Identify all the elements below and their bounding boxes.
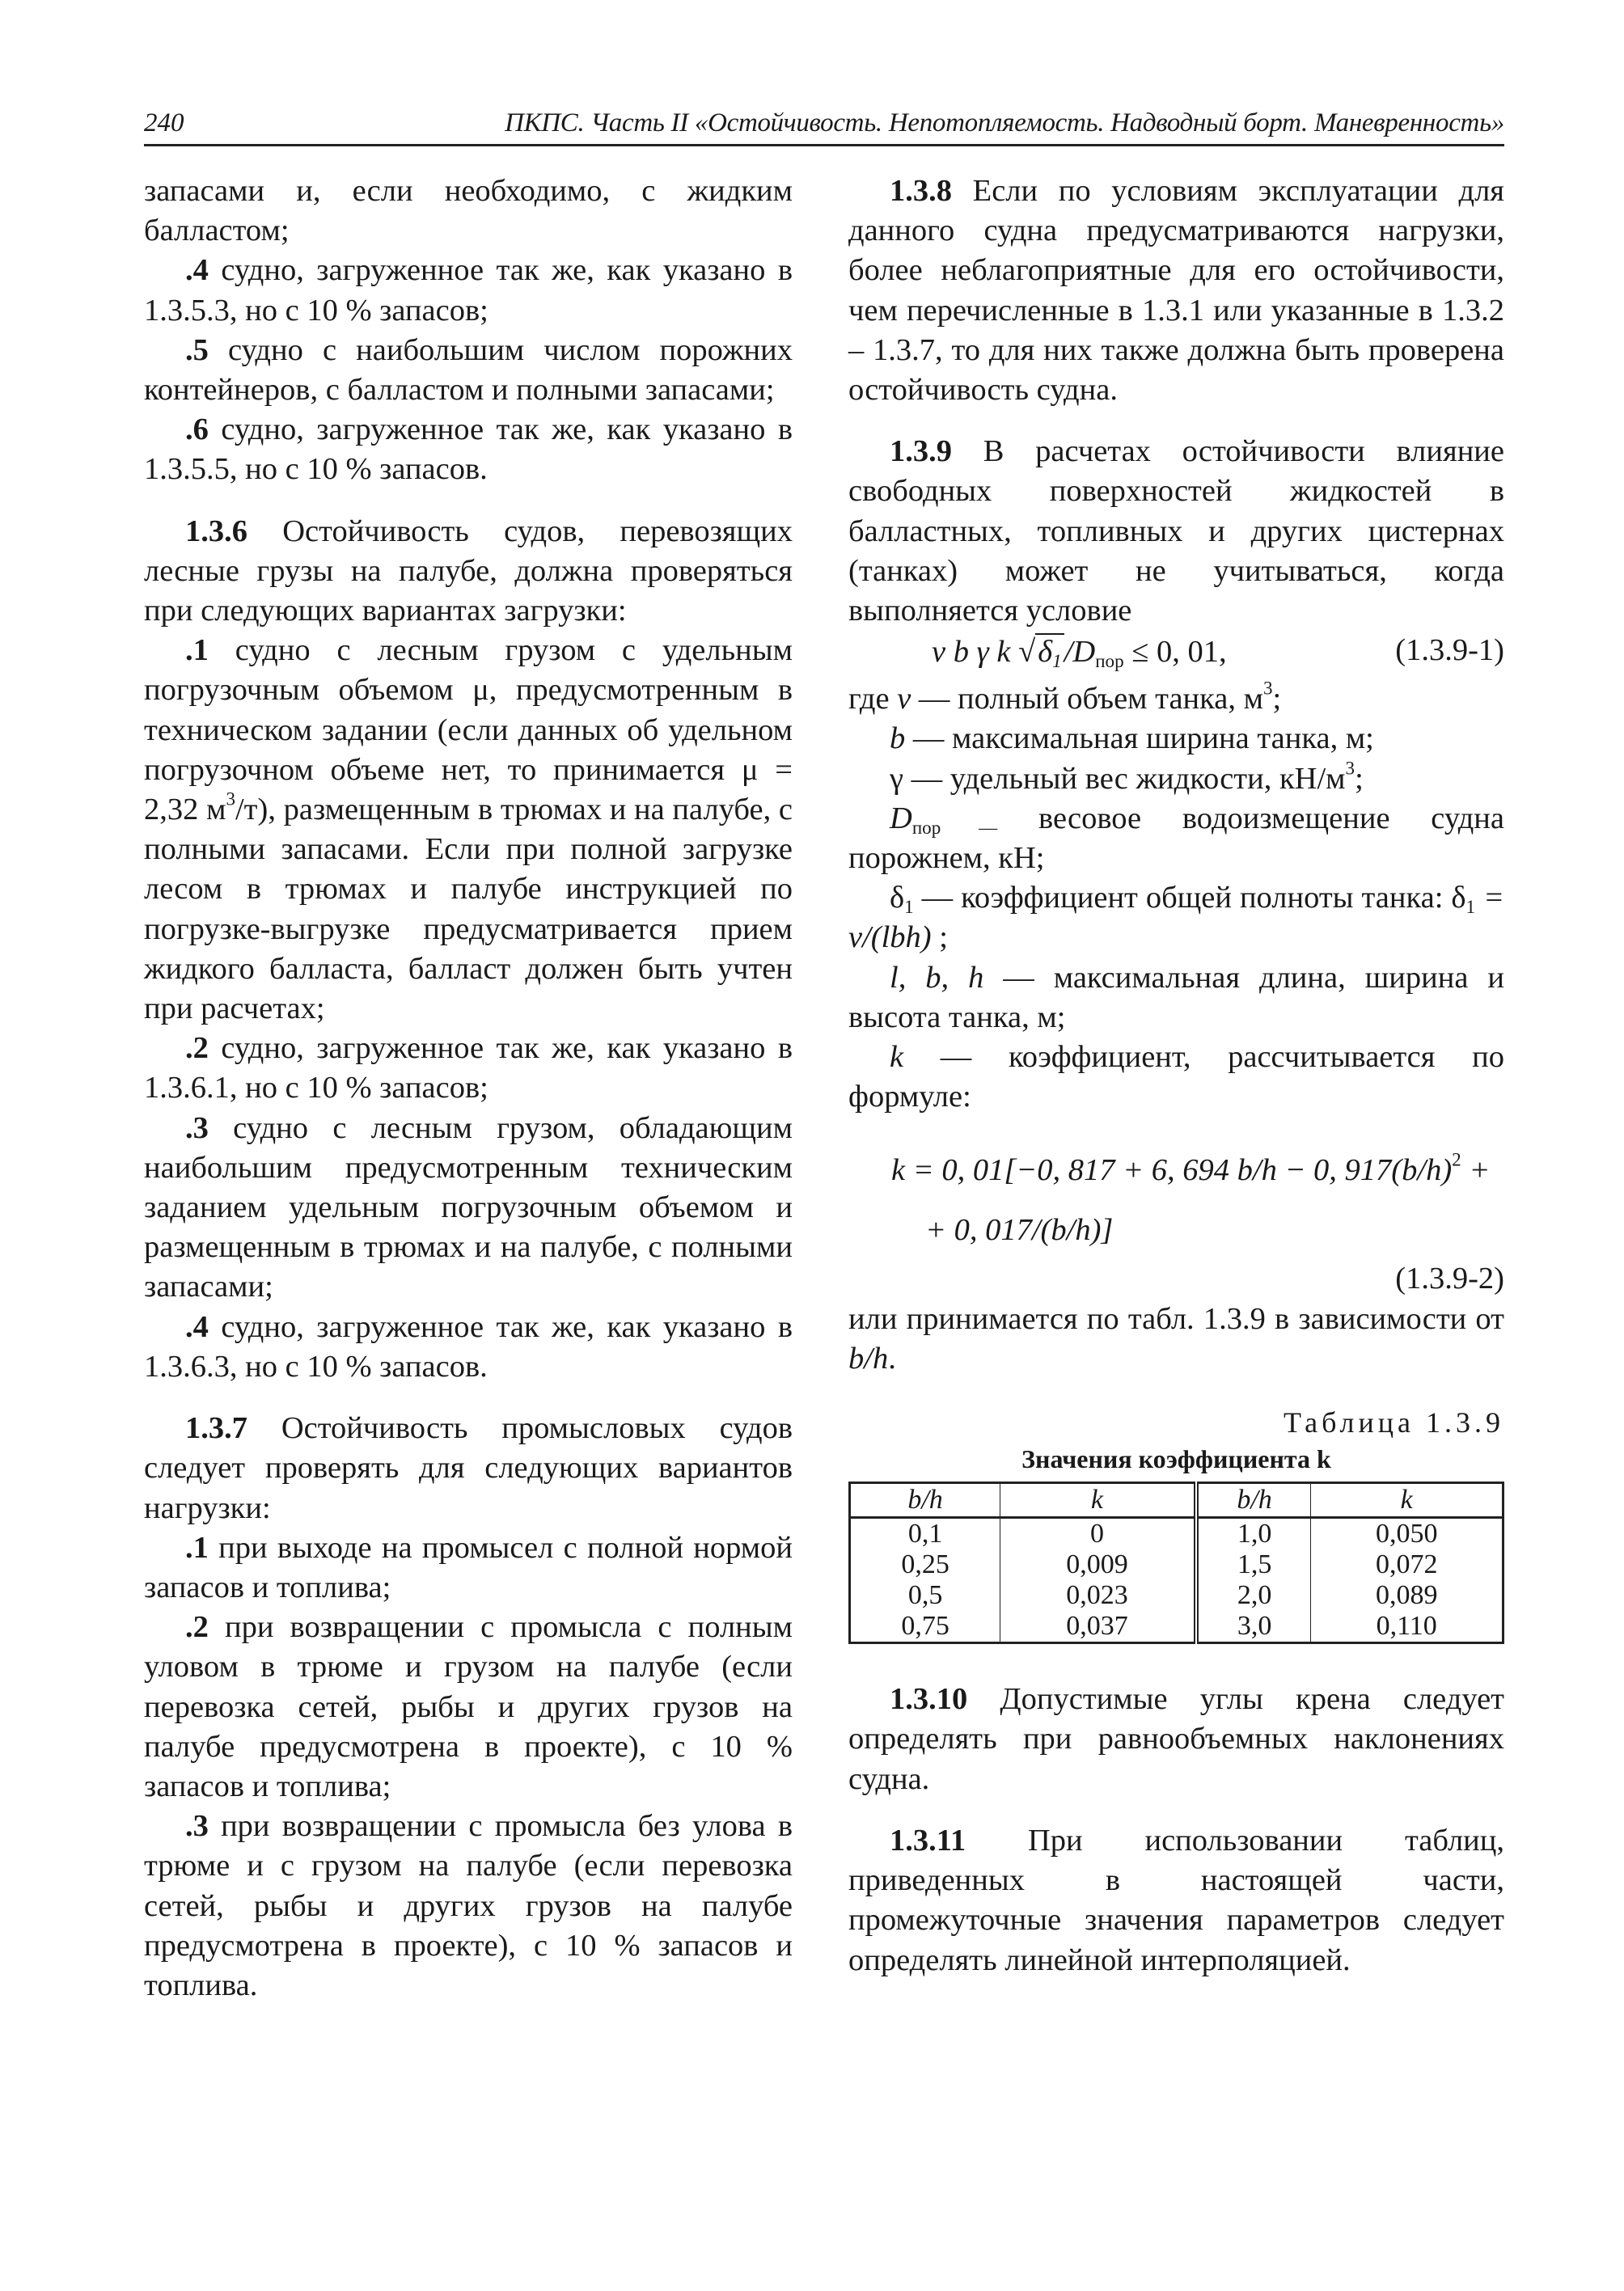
list-item: .4 судно, загруженное так же, как указано в 1.3.5.3, но с 10 % запасов;: [144, 253, 793, 328]
section-1-3-7: 1.3.7 Остойчивость промысловых судов следует проверять для следующих вариантов нагрузки:: [144, 1411, 793, 1525]
table-row: [850, 1549, 1503, 1580]
definition: k — коэффициент, рассчитывается по формуле:: [848, 1040, 1504, 1114]
list-item: .5 судно с наибольшим числом порожних контейнеров, с балластом и полными запасами;: [144, 332, 793, 408]
list-item: .4 судно, загруженное так же, как указано в 1.3.6.3, но с 10 % запасов.: [144, 1309, 793, 1384]
definition: $\delta_1$ — коэффициент общей полноты танка: $\delta_1 = v/(lbh)$ ;: [848, 881, 1504, 955]
table-cell: 2,0: [1196, 1580, 1311, 1611]
table-cell: 0,1: [850, 1518, 1000, 1550]
column-header: k: [1311, 1483, 1503, 1518]
table-cell: 0,037: [1000, 1611, 1196, 1643]
column-header: b/h: [850, 1483, 1000, 1518]
right-column: [848, 171, 1504, 1980]
section-1-3-8: 1.3.8 Если по условиям эксплуатации для данного судна предусматриваются нагрузки, более неблагоприятные для его остойчивости, чем перечисленные в 1.3.1 или указанные в 1.3.2 – 1.3.7, то для них также должна быть проверена остойчивость судна.: [848, 174, 1504, 408]
left-column: [144, 171, 793, 2006]
column-header: b/h: [1196, 1483, 1311, 1518]
formula-1-3-9-2: k = 0, 01[−0, 817 + 6, 694 b/h − 0, $917(b/h)^2$ + + 0, 017/(b/h)]: [891, 1149, 1491, 1248]
equation-number: (1.3.9-2): [1395, 1262, 1504, 1296]
table-caption: Таблица 1.3.9: [1284, 1406, 1504, 1439]
table-cell: 0,023: [1000, 1580, 1196, 1611]
table-cell: 3,0: [1196, 1611, 1311, 1643]
list-item: .2 при возвращении с промысла с полным уловом в трюме и грузом на палубе (если перевозка сетей, рыбы и других грузов на палубе предусмотрена в проекте), с 10 % запасов и топлива;: [144, 1610, 793, 1803]
running-header: [144, 105, 1504, 146]
table-cell: 0,050: [1375, 1519, 1438, 1549]
page-number: 240: [144, 108, 184, 137]
table-cell: 0,110: [1376, 1611, 1437, 1642]
list-item: .6 судно, загруженное так же, как указано в 1.3.5.5, но с 10 % запасов.: [144, 412, 793, 487]
table-title: Значения коэффициента k: [1021, 1444, 1331, 1474]
table-cell: 0,75: [850, 1611, 1000, 1643]
table-cell: 0,25: [850, 1549, 1000, 1580]
table-row: [850, 1611, 1503, 1643]
column-header: k: [1000, 1483, 1196, 1518]
equation-number: (1.3.9-1): [1395, 633, 1504, 668]
section-1-3-10: 1.3.10 Допустимые углы крена следует определять при равнообъемных наклонениях судна.: [848, 1682, 1504, 1796]
table-cell: 0,089: [1375, 1580, 1438, 1611]
list-item: .3 судно с лесным грузом, обладающим наибольшим предусмотренным техническим заданием удельным погрузочным объемом и размещенным в трюмах и на палубе, с полными запасами;: [144, 1110, 793, 1304]
list-item: .1 судно с лесным грузом с удельным погрузочным объемом μ, предусмотренным в техническом задании (если данных об удельном погрузочном объеме нет, то принимается μ = 2,32 $м^3/т$), размещенным в трюмах и на палубе, с полными запасами. Если при полной загрузке лесом в трюмах и палубе инструкцией по погрузке-выгрузке предусматривается прием жидкого балласта, балласт должен быть учтен при расчетах;: [144, 633, 793, 1026]
table-row: [850, 1518, 1503, 1550]
table-cell: 0,072: [1375, 1549, 1438, 1580]
table-cell: 1,0: [1196, 1518, 1311, 1550]
definition: где v — полный объем танка, $м^3$;: [848, 677, 1282, 716]
definition: b — максимальная ширина танка, м;: [890, 721, 1374, 756]
paragraph: запасами и, если необходимо, с жидким балластом;: [144, 174, 793, 248]
table-cell: 0,009: [1000, 1549, 1196, 1580]
running-title: ПКПС. Часть II «Остойчивость. Непотопляемость. Надводный борт. Маневренность»: [505, 108, 1504, 137]
paragraph: или принимается по табл. 1.3.9 в зависимости от b/h.: [848, 1301, 1504, 1376]
list-item: .2 судно, загруженное так же, как указано в 1.3.6.1, но с 10 % запасов;: [144, 1031, 793, 1105]
section-1-3-11: 1.3.11 При использовании таблиц, приведенных в настоящей части, промежуточные значения параметров следует определять линейной интерполяцией.: [848, 1823, 1504, 1977]
section-1-3-6: 1.3.6 Остойчивость судов, перевозящих лесные грузы на палубе, должна проверяться при следующих вариантах загрузки:: [144, 514, 793, 628]
coefficient-table: [848, 1482, 1504, 1644]
table-row: [850, 1580, 1503, 1611]
formula-1-3-9-1: v b γ k $√\delta_1/D_{пор} \le 0$, 01, (1.3.9-1): [891, 631, 1504, 679]
section-1-3-9: 1.3.9 В расчетах остойчивости влияние свободных поверхностей жидкостей в балластных, топливных и других цистернах (танках) может не учитываться, когда выполняется условие: [848, 434, 1504, 628]
table-header-row: [850, 1483, 1503, 1518]
table-cell: 0: [1000, 1518, 1196, 1550]
definition: γ — удельный вес жидкости, $кН/м^3$;: [890, 757, 1364, 796]
list-item: .3 при возвращении с промысла без улова в трюме и с грузом на палубе (если перевозка сетей, рыбы и других грузов на палубе предусмотрена в проекте), с 10 % запасов и топлива.: [144, 1809, 793, 2002]
list-item: .1 при выходе на промысел с полной нормой запасов и топлива;: [144, 1530, 793, 1604]
table-cell: 0,5: [850, 1580, 1000, 1611]
definition: l, b, h — максимальная длина, ширина и высота танка, м;: [848, 960, 1504, 1034]
table-cell: 1,5: [1196, 1549, 1311, 1580]
definition: $D_{пор —}$ весовое водоизмещение судна порожнем, кН;: [848, 801, 1504, 876]
